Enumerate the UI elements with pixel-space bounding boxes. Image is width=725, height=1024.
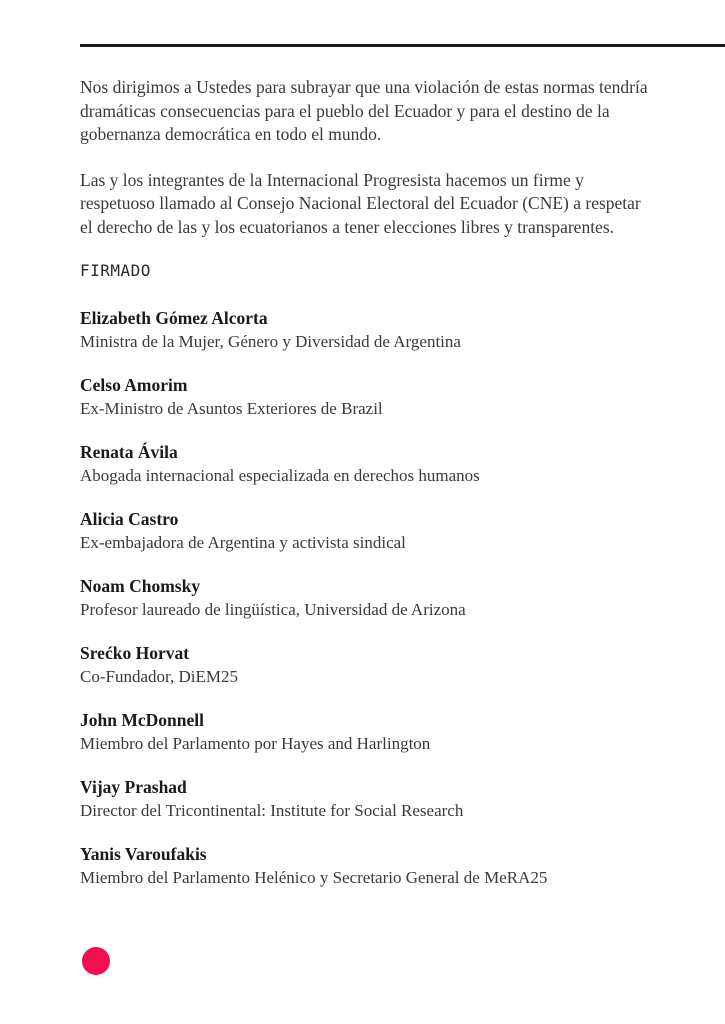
intro-paragraph-1: Nos dirigimos a Ustedes para subrayar que una violación de estas normas tendría dramáticas consecuencias para el pueblo del Ecuador y para el destino de la gobernanza democrática en todo el mundo. (80, 77, 648, 144)
signatory-role: Profesor laureado de lingüística, Universidad de Arizona (80, 600, 466, 619)
signatory-name: Srećko Horvat (80, 643, 190, 663)
signatory-list (80, 306, 690, 889)
signatory-name: Noam Chomsky (80, 576, 201, 596)
signatory-role: Abogada internacional especializada en derechos humanos (80, 466, 480, 485)
signatory-name: Elizabeth Gómez Alcorta (80, 308, 268, 328)
intro-paragraph-2: Las y los integrantes de la Internacional Progresista hacemos un firme y respetuoso llamado al Consejo Nacional Electoral del Ecuador (CNE) a respetar el derecho de las y los ecuatorianos a tener elecciones libres y transparentes. (80, 169, 641, 237)
signatory-name: Celso Amorim (80, 375, 188, 395)
top-divider (80, 44, 725, 47)
signatory (80, 507, 690, 554)
signatory-role: Director del Tricontinental: Institute for Social Research (80, 801, 464, 820)
signatory-role: Miembro del Parlamento por Hayes and Harlington (80, 734, 431, 753)
signed-label: FIRMADO (80, 261, 151, 280)
signatory (80, 775, 690, 822)
signatory-name: John McDonnell (80, 710, 204, 730)
signatory-role: Ex-embajadora de Argentina y activista sindical (80, 533, 406, 552)
signatory (80, 708, 690, 755)
signatory-role: Ministra de la Mujer, Género y Diversidad de Argentina (80, 332, 461, 351)
signatory-name: Vijay Prashad (80, 777, 187, 797)
signatory-role: Ex-Ministro de Asuntos Exteriores de Brazil (80, 399, 383, 418)
signatory (80, 574, 690, 621)
signatory (80, 306, 690, 353)
signatory-name: Yanis Varoufakis (80, 844, 207, 864)
signatory-name: Renata Ávila (80, 442, 178, 462)
signatory (80, 440, 690, 487)
accent-dot (82, 947, 110, 975)
letter-body (80, 76, 690, 909)
signatory (80, 842, 690, 889)
signatory-role: Co-Fundador, DiEM25 (80, 667, 238, 686)
signatory (80, 641, 690, 688)
signatory-name: Alicia Castro (80, 509, 179, 529)
signatory (80, 373, 690, 420)
signatory-role: Miembro del Parlamento Helénico y Secretario General de MeRA25 (80, 868, 548, 887)
